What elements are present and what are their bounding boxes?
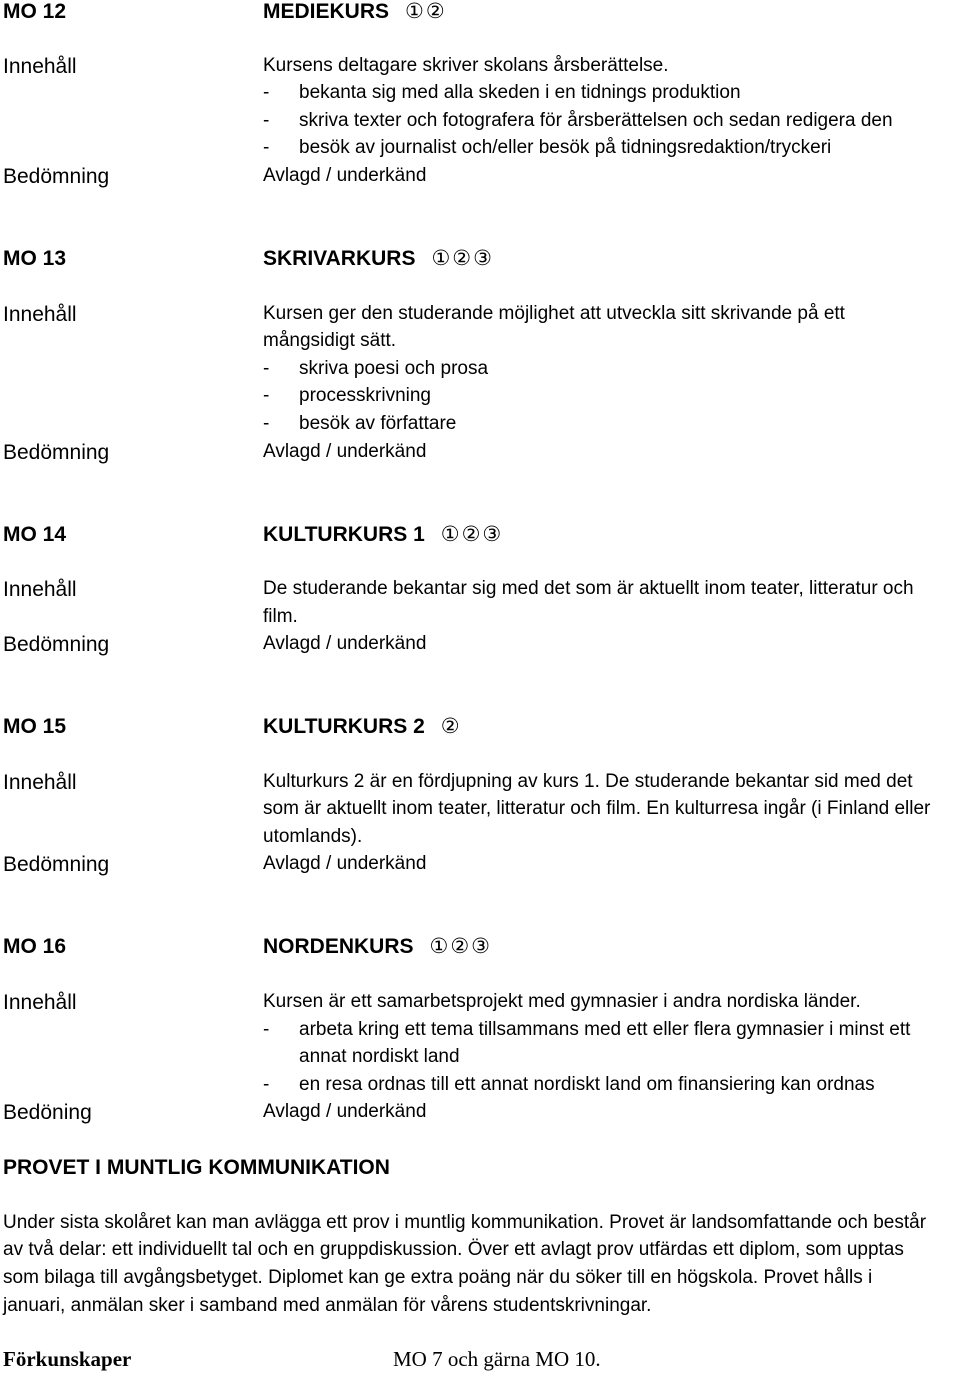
period-marks: ② (440, 715, 462, 738)
content-line: Kursen ger den studerande möjlighet att utveckla sitt skrivande på ett (263, 303, 845, 324)
assessment-value: Avlagd / underkänd (263, 441, 427, 462)
assessment-value: Avlagd / underkänd (263, 165, 427, 186)
content-line: som är aktuellt inom teater, litteratur och film. En kulturresa ingår (i Finland eller (263, 798, 931, 819)
bullet-text: skriva poesi och prosa (299, 358, 489, 379)
bullet-dash: - (263, 1074, 270, 1095)
content-line: annat nordiskt land (299, 1046, 460, 1067)
bullet-text: besök av journalist och/eller besök på tidningsredaktion/tryckeri (299, 137, 832, 158)
period-marks: ①② (405, 0, 447, 23)
assessment-label: Bedömning (3, 633, 110, 656)
bullet-text: besök av författare (299, 413, 457, 434)
bullet-dash: - (263, 358, 270, 379)
course-title: KULTURKURS 2 ② (263, 715, 462, 738)
content-label: Innehåll (3, 771, 77, 794)
bullet-text: processkrivning (299, 385, 431, 406)
course-title: KULTURKURS 1 ①②③ (263, 523, 504, 546)
bullet-text: en resa ordnas till ett annat nordiskt land om finansiering kan ordnas (299, 1074, 875, 1095)
content-label: Innehåll (3, 303, 77, 326)
bullet-dash: - (263, 1019, 270, 1040)
bullet-text: bekanta sig med alla skeden i en tidnings produktion (299, 82, 741, 103)
assessment-label: Bedömning (3, 853, 110, 876)
content-label: Innehåll (3, 578, 77, 601)
course-title: NORDENKURS ①②③ (263, 935, 492, 958)
assessment-label: Bedöning (3, 1101, 92, 1124)
exam-paragraph-line: januari, anmälan sker i samband med anmälan för vårens studentskrivningar. (3, 1295, 652, 1316)
course-title: MEDIEKURS ①② (263, 0, 447, 23)
content-line: Kursen är ett samarbetsprojekt med gymnasier i andra nordiska länder. (263, 991, 861, 1012)
course-code: MO 13 (3, 247, 67, 270)
bullet-text: skriva texter och fotografera för årsberättelsen och sedan redigera den (299, 110, 893, 131)
content-bullet (263, 414, 456, 433)
assessment-label: Bedömning (3, 441, 110, 464)
bullet-text: arbeta kring ett tema tillsammans med ett eller flera gymnasier i minst ett (299, 1019, 911, 1040)
assessment-value: Avlagd / underkänd (263, 633, 427, 654)
course-code: MO 14 (3, 523, 67, 546)
content-line: Kursens deltagare skriver skolans årsberättelse. (263, 55, 669, 76)
content-bullet (263, 83, 741, 102)
exam-paragraph-line: av två delar: ett individuellt tal och en gruppdiskussion. Över ett avlagt prov utfärdas ett diplom, som upptas (3, 1239, 904, 1260)
course-code: MO 12 (3, 0, 67, 23)
content-label: Innehåll (3, 55, 77, 78)
exam-heading: PROVET I MUNTLIG KOMMUNIKATION (3, 1156, 390, 1179)
bullet-dash: - (263, 110, 270, 131)
content-bullet (263, 111, 893, 130)
course-code: MO 16 (3, 935, 67, 958)
content-bullet (263, 386, 431, 405)
content-bullet (263, 138, 831, 157)
assessment-label: Bedömning (3, 165, 110, 188)
content-line: De studerande bekantar sig med det som är aktuellt inom teater, litteratur och (263, 578, 914, 599)
period-marks: ①②③ (431, 247, 494, 270)
bullet-dash: - (263, 137, 270, 158)
assessment-value: Avlagd / underkänd (263, 1101, 427, 1122)
content-line: utomlands). (263, 826, 363, 847)
content-bullet (263, 1020, 910, 1039)
period-marks: ①②③ (429, 935, 492, 958)
period-marks: ①②③ (440, 523, 504, 546)
course-code: MO 15 (3, 715, 67, 738)
content-line: film. (263, 606, 298, 627)
content-bullet (263, 1075, 875, 1094)
course-title: SKRIVARKURS ①②③ (263, 247, 494, 270)
exam-paragraph-line: Under sista skolåret kan man avlägga ett prov i muntlig kommunikation. Provet är landsomfattande och består (3, 1212, 927, 1233)
content-bullet (263, 359, 488, 378)
content-line: mångsidigt sätt. (263, 330, 397, 351)
prerequisites-value: MO 7 och gärna MO 10. (393, 1347, 601, 1371)
assessment-value: Avlagd / underkänd (263, 853, 427, 874)
content-label: Innehåll (3, 991, 77, 1014)
content-line: Kulturkurs 2 är en fördjupning av kurs 1. De studerande bekantar sid med det (263, 771, 913, 792)
exam-paragraph-line: som bilaga till avgångsbetyget. Diplomet kan ge extra poäng när du söker till en högskola. Provet hålls i (3, 1267, 873, 1288)
bullet-dash: - (263, 82, 270, 103)
bullet-dash: - (263, 385, 270, 406)
prerequisites-label: Förkunskaper (3, 1347, 132, 1371)
bullet-dash: - (263, 413, 270, 434)
